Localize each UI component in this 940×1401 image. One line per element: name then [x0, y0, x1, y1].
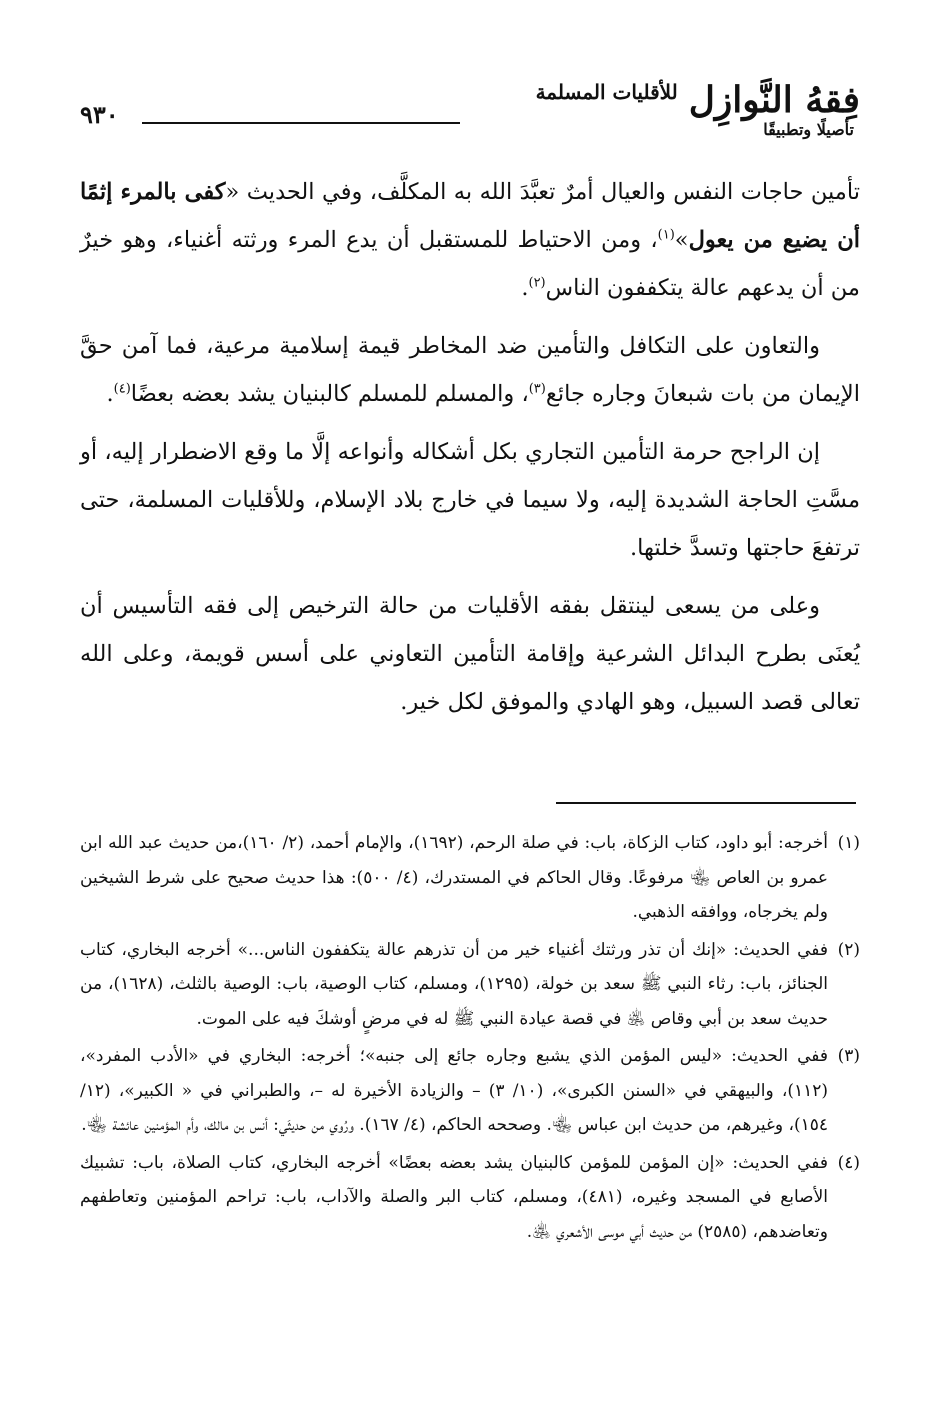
footnote-3	[80, 1039, 860, 1143]
paragraph-2: والتعاون على التكافل والتأمين ضد المخاطر قيمة إسلامية مرعية، فما آمن حقَّ الإيمان من بات شبعانَ وجاره جائع$^{(٣)}$، والمسلم للمسلم كالبنيان يشد بعضه بعضًا$^{(٤)}$.	[80, 333, 860, 407]
book-subtitle: تأصيلًا وتطبيقًا	[763, 120, 854, 139]
footnote-ref-4[interactable]: (٤)	[113, 381, 131, 397]
header-rule	[142, 122, 460, 124]
page-header	[80, 78, 860, 158]
book-title-series: للأقليات المسلمة	[535, 80, 678, 104]
paragraph-4: وعلى من يسعى لينتقل بفقه الأقليات من حالة الترخيص إلى فقه التأسيس أن يُعنَى بطرح البدائل الشرعية وإقامة التأمين التعاوني على أسس قويمة، وعلى الله تعالى قصد السبيل، وهو الهادي والموفق لكل خير.	[80, 593, 860, 715]
footnote-number: (٣)	[837, 1046, 860, 1066]
footnote-4	[80, 1146, 860, 1250]
footnote-text: ففي الحديث: «إنك أن تذر ورثتك أغنياء خير من أن تذرهم عالة يتكففون الناس...» أخرجه البخاري، كتاب الجنائز، باب: رثاء النبي ﷺ سعد بن خولة، (١٢٩٥)، ومسلم، كتاب الوصية، باب: الوصية بالثلث، (١٦٢٨)، من حديث سعد بن أبي وقاص ﵁ في قصة عيادة النبي ﷺ له في مرضٍ أوشكَ فيه على الموت.	[80, 939, 829, 1029]
footnote-text: أخرجه: أبو داود، كتاب الزكاة، باب: في صلة الرحم، (١٦٩٢)، والإمام أحمد، (٢/ ١٦٠)،من حديث عبد الله ابن عمرو بن العاص ﵄ مرفوعًا. وقال الحاكم في المستدرك، (٤/ ٥٠٠): هذا حديث صحيح على شرط الشيخين ولم يخرجاه، ووافقه الذهبي.	[80, 833, 828, 922]
footnotes	[80, 826, 860, 1252]
book-title-main: فِقهُ النَّوازِل	[688, 79, 860, 121]
book-title	[460, 78, 860, 158]
hadith-quote: كفى بالمرء إثمًا أن يضيع من يعول	[80, 179, 861, 253]
footnote-1	[80, 826, 860, 930]
footnote-text: ففي الحديث: «إن المؤمن للمؤمن كالبنيان يشد بعضه بعضًا» أخرجه البخاري، كتاب الصلاة، باب: تشبيك الأصابع في المسجد وغيره، (٤٨١)، ومسلم، كتاب البر والصلة والآداب، باب: تراحم المؤمنين وتعاطفهم وتعاضدهم، (٢٥٨٥) من حديث أبي موسى الأشعري ﵁.	[80, 1152, 829, 1242]
footnote-separator	[556, 802, 856, 804]
body-text	[80, 168, 860, 736]
footnote-ref-2[interactable]: (٢)	[528, 275, 546, 291]
page-number: ٩٣٠	[80, 100, 119, 129]
footnote-number: (٤)	[837, 1152, 860, 1173]
footnote-ref-1[interactable]: (١)	[657, 227, 675, 243]
paragraph-1: تأمين حاجات النفس والعيال أمرٌ تعبَّدَ الله به المكلَّف، وفي الحديث «كفى بالمرء إثمًا أن يضيع من يعول»$^{(١)}$، ومن الاحتياط للمستقبل أن يدع المرء ورثته أغنياء، وهو خيرٌ من أن يدعهم عالة يتكففون الناس$^{(٢)}$.	[80, 179, 861, 301]
footnote-2	[80, 933, 860, 1037]
footnote-number: (٢)	[837, 939, 860, 960]
footnote-ref-3[interactable]: (٣)	[528, 381, 546, 397]
footnote-number: (١)	[837, 833, 860, 853]
footnote-text: ففي الحديث: «ليس المؤمن الذي يشبع وجاره جائع إلى جنبه»؛ أخرجه: البخاري في «الأدب المفرد»، (١١٢)، والبيهقي في «السنن الكبرى»، (١٠/ ٣) – والزيادة الأخيرة له –، والطبراني في « الكبير»، (١٢/ ١٥٤)، وغيرهم، من حديث ابن عباس ﵄. وصححه الحاكم، (٤/ ١٦٧). ورُوي من حديثَي: أنس بن مالك، وأم المؤمنين عائشة ﵄.	[80, 1046, 829, 1135]
paragraph-3: إن الراجح حرمة التأمين التجاري بكل أشكاله وأنواعه إلَّا ما وقع الاضطرار إليه، أو مسَّتِ الحاجة الشديدة إليه، ولا سيما في خارج بلاد الإسلام، وللأقليات المسلمة، حتى ترتفعَ حاجتها وتسدَّ خلتها.	[80, 439, 860, 561]
